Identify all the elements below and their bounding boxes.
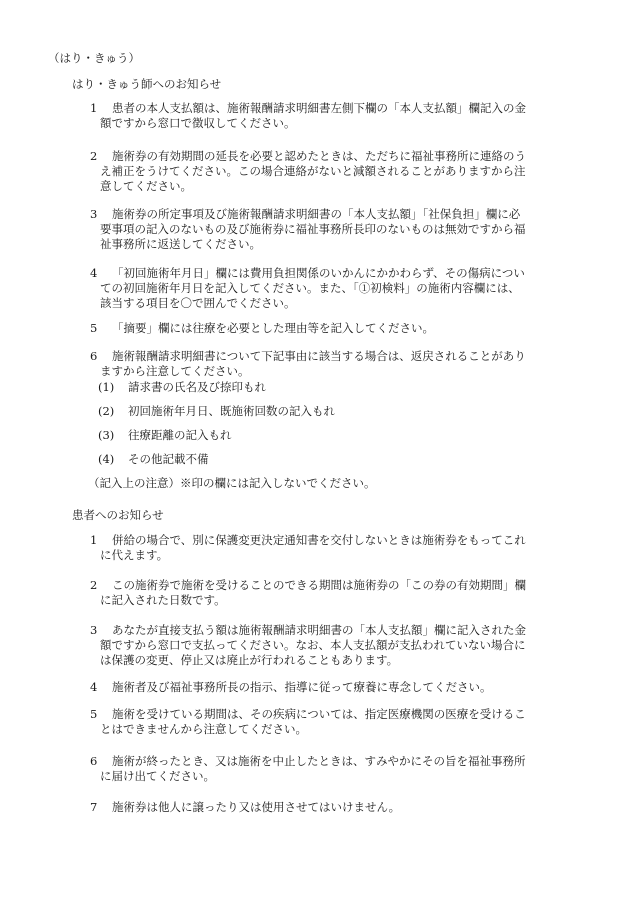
item-number: 5 xyxy=(90,321,98,335)
practitioner-heading: はり・きゅう師へのお知らせ xyxy=(72,77,222,91)
item-text-line: に記入された日数です。 xyxy=(100,593,226,607)
sub-item-text: 請求書の氏名及び捺印もれ xyxy=(128,380,266,394)
item-text-line: 祉事務所に返送してください。 xyxy=(100,237,261,251)
item-text-line: 施術券の有効期間の延長を必要と認めたときは、ただちに福祉事務所に連絡のう xyxy=(112,149,526,163)
sub-item-number: (3) xyxy=(98,428,115,442)
item-text-line: ますから注意してください。 xyxy=(100,364,250,378)
entry-caution-note: （記入上の注意）※印の欄には記入しないでください。 xyxy=(88,476,376,490)
item-text-line: 併給の場合で、別に保護変更決定通知書を交付しないときは施術券をもってこれ xyxy=(112,533,526,547)
item-text-line: 要事項の記入のないもの及び施術券に福祉事務所長印のないものは無効ですから福 xyxy=(100,222,526,236)
sub-item-number: (4) xyxy=(98,452,115,466)
item-text-line: 施術券は他人に譲ったり又は使用させてはいけません。 xyxy=(112,800,401,814)
item-number: 1 xyxy=(90,101,98,115)
item-text-line: 施術が終ったとき、又は施術を中止したときは、すみやかにその旨を福祉事務所 xyxy=(112,754,526,768)
sub-item-text: その他記載不備 xyxy=(128,452,209,466)
item-text-line: え補正をうけてください。この場合連絡がないと減額されることがありますから注 xyxy=(100,164,526,178)
item-text-line: は保護の変更、停止又は廃止が行われることもあります。 xyxy=(100,653,399,667)
item-text-line: 該当する項目を〇で囲んでください。 xyxy=(100,296,296,310)
item-number: 1 xyxy=(90,533,98,547)
item-text-line: ての初回施術年月日を記入してください。また、「①初検料」の施術内容欄には、 xyxy=(100,281,520,295)
patient-heading: 患者へのお知らせ xyxy=(72,508,164,522)
item-number: 3 xyxy=(90,207,98,221)
sub-item-text: 往療距離の記入もれ xyxy=(128,428,232,442)
item-text-line: 「摘要」欄には往療を必要とした理由等を記入してください。 xyxy=(112,321,434,335)
item-text-line: 施術者及び福祉事務所長の指示、指導に従って療養に専念してください。 xyxy=(112,680,492,694)
item-text-line: 施術を受けている期間は、その疾病については、指定医療機関の医療を受けるこ xyxy=(112,707,526,721)
item-number: 4 xyxy=(90,680,98,694)
sub-item-text: 初回施術年月日、既施術回数の記入もれ xyxy=(128,404,335,418)
sub-item-number: (1) xyxy=(98,380,115,394)
item-text-line: 額ですから窓口で徴収してください。 xyxy=(100,116,296,130)
item-number: 3 xyxy=(90,623,98,637)
item-number: 6 xyxy=(90,754,98,768)
item-text-line: この施術券で施術を受けることのできる期間は施術券の「この券の有効期間」欄 xyxy=(112,578,526,592)
item-number: 7 xyxy=(90,800,98,814)
item-number: 2 xyxy=(90,578,98,592)
item-text-line: とはできませんから注意してください。 xyxy=(100,722,307,736)
item-number: 5 xyxy=(90,707,98,721)
sub-item-number: (2) xyxy=(98,404,115,418)
item-number: 6 xyxy=(90,349,98,363)
item-text-line: 額ですから窓口で支払ってください。なお、本人支払額が支払われていない場合に xyxy=(100,638,526,652)
item-text-line: に届け出てください。 xyxy=(100,769,215,783)
item-text-line: 施術報酬請求明細書について下記事由に該当する場合は、返戻されることがあり xyxy=(112,349,526,363)
item-text-line: あなたが直接支払う額は施術報酬請求明細書の「本人支払額」欄に記入された金 xyxy=(112,623,526,637)
item-text-line: 「初回施術年月日」欄には費用負担関係のいかんにかかわらず、その傷病につい xyxy=(112,266,525,280)
item-number: 4 xyxy=(90,266,98,280)
item-text-line: 意してください。 xyxy=(100,179,192,193)
item-text-line: に代えます。 xyxy=(100,548,169,562)
document-label: （はり・きゅう） xyxy=(48,51,140,65)
item-text-line: 患者の本人支払額は、施術報酬請求明細書左側下欄の「本人支払額」欄記入の金 xyxy=(112,101,526,115)
item-number: 2 xyxy=(90,149,98,163)
item-text-line: 施術券の所定事項及び施術報酬請求明細書の「本人支払額」「社保負担」欄に必 xyxy=(112,207,521,221)
